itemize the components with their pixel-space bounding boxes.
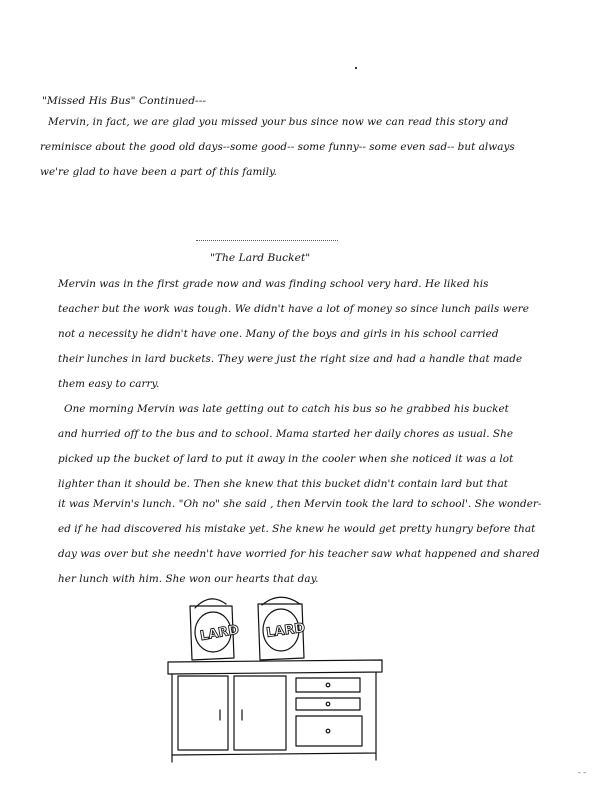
- story-line-13: her lunch with him. She won our hearts that day.: [58, 573, 319, 585]
- story-title: "The Lard Bucket": [210, 252, 311, 264]
- story-line-1: Mervin was in the first grade now and was finding school very hard. He liked his: [58, 278, 489, 290]
- continuation-line-1: Mervin, in fact, we are glad you missed your bus since now we can read this story and: [48, 116, 509, 128]
- cupboard-illustration: [160, 590, 400, 765]
- story-line-10: it was Mervin's lunch. "Oh no" she said , then Mervin took the lard to school'. She wonder-: [58, 498, 542, 510]
- story-line-2: teacher but the work was tough. We didn't have a lot of money so since lunch pails were: [58, 303, 529, 315]
- continuation-line-2: reminisce about the good old days--some good-- some funny-- some even sad-- but always: [40, 141, 515, 153]
- story-line-12: day was over but she needn't have worried for his teacher saw what happened and shared: [58, 548, 540, 560]
- story-line-11: ed if he had discovered his mistake yet. She knew he would get pretty hungry before that: [58, 523, 536, 535]
- story-line-9: lighter than it should be. Then she knew that this bucket didn't contain lard but that: [58, 478, 509, 490]
- story-line-4: their lunches in lard buckets. They were just the right size and had a handle that made: [58, 353, 523, 365]
- story-line-6: One morning Mervin was late getting out to catch his bus so he grabbed his bucket: [64, 403, 509, 415]
- story-line-7: and hurried off to the bus and to school. Mama started her daily chores as usual. She: [58, 428, 514, 440]
- page-mark: - -: [578, 768, 586, 777]
- continuation-line-3: we're glad to have been a part of this family.: [40, 166, 277, 178]
- scan-speck: [355, 67, 357, 69]
- story-line-5: them easy to carry.: [58, 378, 160, 390]
- lard-label-right: LARD: [265, 620, 307, 641]
- section-divider: [196, 240, 338, 244]
- lard-label-left: LARD: [198, 622, 241, 645]
- story-line-8: picked up the bucket of lard to put it away in the cooler when she noticed it was a lot: [58, 453, 514, 465]
- continuation-heading: "Missed His Bus" Continued---: [42, 95, 206, 107]
- story-line-3: not a necessity he didn't have one. Many of the boys and girls in his school carried: [58, 328, 499, 340]
